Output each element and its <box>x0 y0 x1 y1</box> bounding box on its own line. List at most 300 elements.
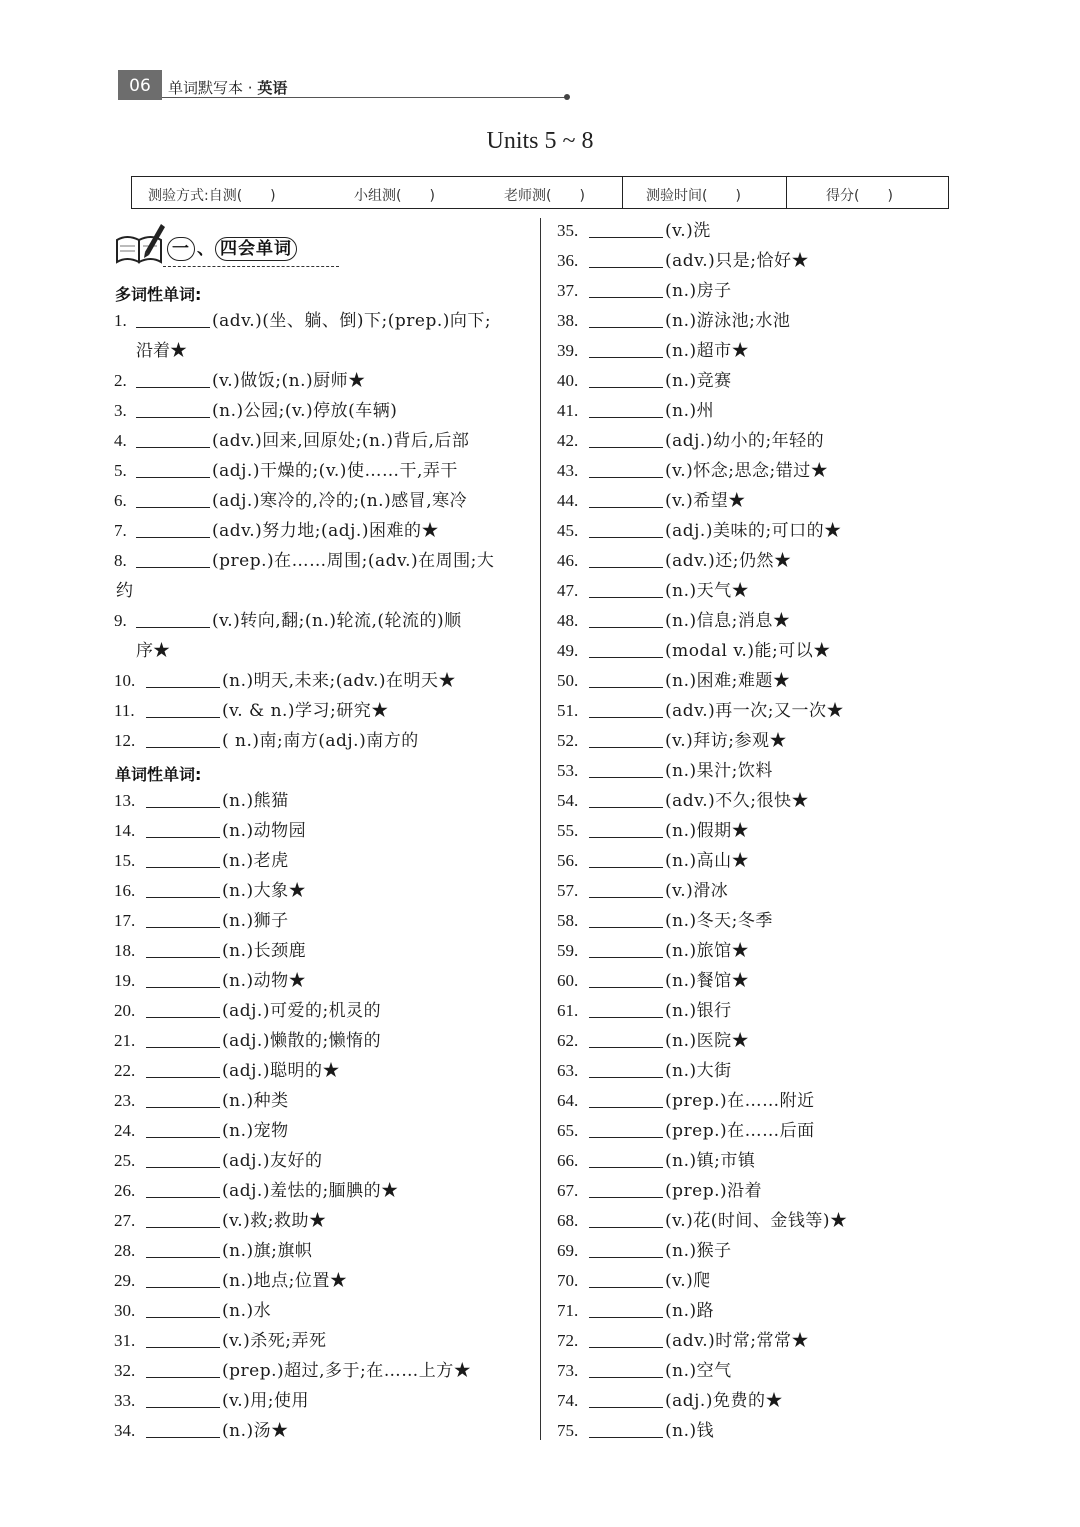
answer-blank[interactable] <box>589 1179 663 1198</box>
test-method-teacher: 老师测( ) <box>504 188 585 204</box>
item-number: 14. <box>114 821 136 840</box>
test-time: 测验时间( ) <box>646 188 741 204</box>
vocab-item <box>114 966 306 996</box>
vocab-item <box>114 366 366 396</box>
answer-blank[interactable] <box>146 849 220 868</box>
vocab-item <box>557 1296 714 1326</box>
item-number: 7. <box>114 521 127 540</box>
vocab-item <box>114 1026 381 1056</box>
item-number: 41. <box>557 401 579 420</box>
item-definition: (v.)爬 <box>665 1271 711 1291</box>
item-number: 5. <box>114 461 127 480</box>
item-definition: (prep.)沿着 <box>665 1181 763 1201</box>
item-number: 22. <box>114 1061 136 1080</box>
item-number: 47. <box>557 581 579 600</box>
vocab-item <box>114 846 289 876</box>
item-definition: (n.)狮子 <box>222 911 289 931</box>
vocab-item <box>114 1056 340 1086</box>
answer-blank[interactable] <box>146 699 220 718</box>
answer-blank[interactable] <box>589 999 663 1018</box>
item-definition: (prep.)在……周围;(adv.)在周围;大 <box>212 551 495 571</box>
item-number: 13. <box>114 791 136 810</box>
item-definition: (v. & n.)学习;研究★ <box>222 701 389 721</box>
item-definition: (n.)旅馆★ <box>665 941 750 961</box>
header-rule <box>162 97 566 98</box>
answer-blank[interactable] <box>136 369 210 388</box>
answer-blank[interactable] <box>146 1359 220 1378</box>
item-definition: (n.)动物园 <box>222 821 307 841</box>
item-definition: (n.)宠物 <box>222 1121 289 1141</box>
answer-blank[interactable] <box>589 729 663 748</box>
answer-blank[interactable] <box>146 819 220 838</box>
vocab-item <box>114 786 289 816</box>
item-definition: (n.)熊猫 <box>222 791 289 811</box>
item-number: 31. <box>114 1331 136 1350</box>
vocab-item <box>114 1326 326 1356</box>
answer-blank[interactable] <box>589 1299 663 1318</box>
answer-blank[interactable] <box>146 1089 220 1108</box>
vocab-item <box>114 1356 471 1386</box>
vocab-item <box>114 426 469 456</box>
item-number: 24. <box>114 1121 136 1140</box>
column-divider <box>540 218 541 1440</box>
title-separator: · <box>247 79 253 97</box>
test-method-self: 测验方式:自测( ) <box>148 188 276 204</box>
item-definition: (n.)水 <box>222 1301 272 1321</box>
vocab-item <box>557 1116 815 1146</box>
header-dot <box>564 94 570 100</box>
vocab-item <box>114 996 381 1026</box>
answer-blank[interactable] <box>589 1389 663 1408</box>
vocab-item <box>114 396 397 426</box>
vocab-item <box>114 546 494 576</box>
answer-blank[interactable] <box>146 969 220 988</box>
answer-blank[interactable] <box>589 399 663 418</box>
item-definition: (adv.)(坐、躺、倒)下;(prep.)向下; <box>212 311 492 331</box>
vocab-item <box>114 1416 289 1446</box>
answer-blank[interactable] <box>136 309 210 328</box>
item-number: 6. <box>114 491 127 510</box>
item-number: 30. <box>114 1301 136 1320</box>
answer-blank[interactable] <box>146 1149 220 1168</box>
vocab-item <box>557 516 842 546</box>
answer-blank[interactable] <box>136 549 210 568</box>
answer-blank[interactable] <box>589 339 663 358</box>
vocab-item <box>114 696 389 726</box>
vocab-item <box>114 1206 326 1236</box>
item-number: 39. <box>557 341 579 360</box>
item-number: 57. <box>557 881 579 900</box>
vocab-item <box>557 1416 714 1446</box>
item-definition: ( n.)南;南方(adj.)南方的 <box>222 731 419 751</box>
vocab-item <box>114 1266 347 1296</box>
vocab-item <box>557 366 732 396</box>
page-number: 06 <box>118 70 162 100</box>
vocab-item <box>557 816 749 846</box>
item-number: 18. <box>114 941 136 960</box>
answer-blank[interactable] <box>136 459 210 478</box>
answer-blank[interactable] <box>146 1209 220 1228</box>
answer-blank[interactable] <box>146 1299 220 1318</box>
section-label-sep: 、 <box>197 239 215 259</box>
item-number: 21. <box>114 1031 136 1050</box>
item-definition: (v.)拜访;参观★ <box>665 731 787 751</box>
item-number: 66. <box>557 1151 579 1170</box>
vocab-item <box>114 906 289 936</box>
section-label-text: 四会单词 <box>215 237 297 261</box>
vocab-item <box>557 396 714 426</box>
item-definition: (adj.)美味的;可口的★ <box>665 521 842 541</box>
section-label-number: 一 <box>167 237 195 261</box>
answer-blank[interactable] <box>136 519 210 538</box>
vocab-item <box>114 1146 322 1176</box>
answer-blank[interactable] <box>589 1059 663 1078</box>
answer-blank[interactable] <box>589 699 663 718</box>
item-definition: (v.)救;救助★ <box>222 1211 327 1231</box>
vocab-item <box>114 1116 289 1146</box>
item-number: 73. <box>557 1361 579 1380</box>
answer-blank[interactable] <box>146 1119 220 1138</box>
vocab-item <box>557 1146 755 1176</box>
answer-blank[interactable] <box>589 249 663 268</box>
vocab-item <box>557 1026 749 1056</box>
book-title <box>168 77 287 98</box>
item-number: 45. <box>557 521 579 540</box>
box-divider <box>622 177 623 208</box>
item-definition: (v.)杀死;弄死 <box>222 1331 327 1351</box>
item-number: 44. <box>557 491 579 510</box>
vocab-item <box>557 786 809 816</box>
item-definition: (adj.)寒冷的,冷的;(n.)感冒,寒冷 <box>212 491 468 511</box>
answer-blank[interactable] <box>589 1329 663 1348</box>
item-definition: (n.)房子 <box>665 281 732 301</box>
item-number: 70. <box>557 1271 579 1290</box>
vocab-item <box>557 846 749 876</box>
item-number: 23. <box>114 1091 136 1110</box>
vocab-item <box>557 1086 815 1116</box>
vocab-item <box>114 936 306 966</box>
item-definition: (n.)信息;消息★ <box>665 611 791 631</box>
vocab-item <box>557 486 746 516</box>
vocab-item <box>557 456 828 486</box>
item-definition: (n.)高山★ <box>665 851 750 871</box>
answer-blank[interactable] <box>146 789 220 808</box>
item-definition: (n.)游泳池;水池 <box>665 311 791 331</box>
item-number: 25. <box>114 1151 136 1170</box>
vocab-item <box>557 936 749 966</box>
item-definition: (n.)空气 <box>665 1361 732 1381</box>
vocab-item <box>557 1356 732 1386</box>
item-definition: (adv.)努力地;(adj.)困难的★ <box>212 521 439 541</box>
answer-blank[interactable] <box>589 1149 663 1168</box>
item-number: 55. <box>557 821 579 840</box>
test-info-box <box>131 176 949 209</box>
item-number: 54. <box>557 791 579 810</box>
answer-blank[interactable] <box>589 1269 663 1288</box>
answer-blank[interactable] <box>136 399 210 418</box>
answer-blank[interactable] <box>589 819 663 838</box>
vocab-item <box>557 726 787 756</box>
answer-blank[interactable] <box>589 789 663 808</box>
item-number: 62. <box>557 1031 579 1050</box>
answer-blank[interactable] <box>146 669 220 688</box>
item-number: 43. <box>557 461 579 480</box>
answer-blank[interactable] <box>589 1119 663 1138</box>
answer-blank[interactable] <box>589 459 663 478</box>
answer-blank[interactable] <box>146 999 220 1018</box>
item-number: 48. <box>557 611 579 630</box>
book-pen-icon <box>115 222 167 266</box>
vocab-item <box>557 576 749 606</box>
answer-blank[interactable] <box>589 759 663 778</box>
vocab-item <box>114 1236 312 1266</box>
item-definition: (adv.)只是;恰好★ <box>665 251 810 271</box>
answer-blank[interactable] <box>146 729 220 748</box>
vocab-item <box>557 1386 783 1416</box>
item-definition: (adj.)可爱的;机灵的 <box>222 1001 382 1021</box>
answer-blank[interactable] <box>589 1089 663 1108</box>
item-number: 75. <box>557 1421 579 1440</box>
vocab-item <box>114 1176 399 1206</box>
answer-blank[interactable] <box>146 1419 220 1438</box>
item-number: 27. <box>114 1211 136 1230</box>
item-definition: (v.)希望★ <box>665 491 746 511</box>
item-number: 35. <box>557 221 579 240</box>
item-definition: (adj.)聪明的★ <box>222 1061 340 1081</box>
box-divider <box>786 177 787 208</box>
item-definition: (modal v.)能;可以★ <box>665 641 831 661</box>
item-number: 33. <box>114 1391 136 1410</box>
vocab-item <box>114 1296 271 1326</box>
item-definition: (n.)大街 <box>665 1061 732 1081</box>
item-definition: (n.)汤★ <box>222 1421 289 1441</box>
answer-blank[interactable] <box>589 369 663 388</box>
item-definition: (adv.)不久;很快★ <box>665 791 810 811</box>
item-definition: (v.)花(时间、金钱等)★ <box>665 1211 848 1231</box>
item-number: 58. <box>557 911 579 930</box>
item-number: 40. <box>557 371 579 390</box>
answer-blank[interactable] <box>589 879 663 898</box>
answer-blank[interactable] <box>589 1209 663 1228</box>
item-number: 11. <box>114 701 135 720</box>
item-number: 15. <box>114 851 136 870</box>
item-definition: (v.)怀念;思念;错过★ <box>665 461 829 481</box>
vocab-item <box>114 876 306 906</box>
vocab-item <box>114 816 306 846</box>
vocab-item <box>557 1056 732 1086</box>
item-definition: (n.)大象★ <box>222 881 307 901</box>
vocab-item <box>557 996 732 1026</box>
subject-text: 英语 <box>257 79 288 97</box>
section-heading <box>115 222 335 272</box>
answer-blank[interactable] <box>589 609 663 628</box>
item-definition: (n.)旗;旗帜 <box>222 1241 313 1261</box>
item-definition: (adj.)友好的 <box>222 1151 323 1171</box>
item-definition: (n.)餐馆★ <box>665 971 750 991</box>
answer-blank[interactable] <box>589 849 663 868</box>
answer-blank[interactable] <box>146 1269 220 1288</box>
item-number: 42. <box>557 431 579 450</box>
answer-blank[interactable] <box>589 519 663 538</box>
item-number: 61. <box>557 1001 579 1020</box>
answer-blank[interactable] <box>589 1239 663 1258</box>
answer-blank[interactable] <box>589 579 663 598</box>
vocab-item <box>114 306 491 336</box>
item-number: 37. <box>557 281 579 300</box>
answer-blank[interactable] <box>136 489 210 508</box>
vocab-item <box>557 276 732 306</box>
vocab-item <box>557 1206 848 1236</box>
vocab-item <box>557 1266 711 1296</box>
item-number: 56. <box>557 851 579 870</box>
answer-blank[interactable] <box>589 969 663 988</box>
item-definition: (prep.)超过,多于;在……上方★ <box>222 1361 472 1381</box>
item-number: 71. <box>557 1301 579 1320</box>
answer-blank[interactable] <box>146 1029 220 1048</box>
subhead-multi-pos: 多词性单词: <box>115 285 202 304</box>
item-number: 74. <box>557 1391 579 1410</box>
item-number: 52. <box>557 731 579 750</box>
answer-blank[interactable] <box>146 1389 220 1408</box>
item-number: 50. <box>557 671 579 690</box>
item-number: 17. <box>114 911 136 930</box>
answer-blank[interactable] <box>146 1059 220 1078</box>
item-number: 34. <box>114 1421 136 1440</box>
item-number: 51. <box>557 701 579 720</box>
item-definition: (n.)种类 <box>222 1091 289 1111</box>
item-definition: (adj.)干燥的;(v.)使……干,弄干 <box>212 461 458 481</box>
answer-blank[interactable] <box>146 1239 220 1258</box>
vocab-item <box>557 606 790 636</box>
vocab-item <box>557 336 749 366</box>
vocab-item <box>557 1236 732 1266</box>
item-number: 19. <box>114 971 136 990</box>
answer-blank[interactable] <box>589 669 663 688</box>
item-number: 53. <box>557 761 579 780</box>
item-number: 69. <box>557 1241 579 1260</box>
answer-blank[interactable] <box>589 489 663 508</box>
item-definition: (adj.)幼小的;年轻的 <box>665 431 825 451</box>
answer-blank[interactable] <box>146 1329 220 1348</box>
page-title: Units 5 ~ 8 <box>486 128 594 154</box>
item-definition: (n.)路 <box>665 1301 715 1321</box>
answer-blank[interactable] <box>589 639 663 658</box>
vocab-item <box>114 726 419 756</box>
vocab-item <box>557 546 792 576</box>
answer-blank[interactable] <box>589 279 663 298</box>
item-number: 67. <box>557 1181 579 1200</box>
vocab-item <box>114 1386 309 1416</box>
item-definition: (adj.)懒散的;懒惰的 <box>222 1031 382 1051</box>
vocab-item <box>114 666 456 696</box>
item-definition: (v.)用;使用 <box>222 1391 309 1411</box>
item-definition: (n.)竞赛 <box>665 371 732 391</box>
item-definition: (adv.)时常;常常★ <box>665 1331 810 1351</box>
answer-blank[interactable] <box>589 939 663 958</box>
subhead-single-pos: 单词性单词: <box>115 765 202 784</box>
item-definition: (n.)动物★ <box>222 971 307 991</box>
item-definition: (v.)转向,翻;(n.)轮流,(轮流的)顺 <box>212 611 462 631</box>
vocab-item <box>557 426 824 456</box>
item-number: 29. <box>114 1271 136 1290</box>
answer-blank[interactable] <box>136 609 210 628</box>
vocab-item <box>557 906 773 936</box>
item-definition: (n.)天气★ <box>665 581 750 601</box>
vocab-item <box>557 876 728 906</box>
item-number: 63. <box>557 1061 579 1080</box>
item-definition: (n.)困难;难题★ <box>665 671 791 691</box>
answer-blank[interactable] <box>136 429 210 448</box>
item-number: 10. <box>114 671 136 690</box>
answer-blank[interactable] <box>146 909 220 928</box>
vocab-item <box>114 516 439 546</box>
vocab-item <box>114 1086 289 1116</box>
answer-blank[interactable] <box>146 939 220 958</box>
item-definition: (n.)地点;位置★ <box>222 1271 348 1291</box>
item-number: 64. <box>557 1091 579 1110</box>
test-method-group: 小组测( ) <box>354 188 435 204</box>
answer-blank[interactable] <box>146 1179 220 1198</box>
item-number: 60. <box>557 971 579 990</box>
vocab-item <box>557 756 773 786</box>
answer-blank[interactable] <box>589 1419 663 1438</box>
vocab-item <box>114 486 467 516</box>
item-number: 12. <box>114 731 136 750</box>
item-definition: (n.)公园;(v.)停放(车辆) <box>212 401 398 421</box>
item-definition: (prep.)在……附近 <box>665 1091 815 1111</box>
answer-blank[interactable] <box>589 909 663 928</box>
item-number: 46. <box>557 551 579 570</box>
item-number: 68. <box>557 1211 579 1230</box>
item-definition: (adv.)还;仍然★ <box>665 551 792 571</box>
item-definition: (n.)医院★ <box>665 1031 750 1051</box>
answer-blank[interactable] <box>589 429 663 448</box>
answer-blank[interactable] <box>589 549 663 568</box>
item-definition: (n.)假期★ <box>665 821 750 841</box>
vocab-item <box>114 606 462 636</box>
vocab-item <box>557 966 749 996</box>
vocab-item <box>557 306 790 336</box>
item-definition: (n.)老虎 <box>222 851 289 871</box>
answer-blank[interactable] <box>589 309 663 328</box>
item-number: 20. <box>114 1001 136 1020</box>
item-definition: (n.)果汁;饮料 <box>665 761 773 781</box>
item-definition: (adv.)回来,回原处;(n.)背后,后部 <box>212 431 470 451</box>
item-number: 72. <box>557 1331 579 1350</box>
item-number: 36. <box>557 251 579 270</box>
item-number: 4. <box>114 431 127 450</box>
item-number: 32. <box>114 1361 136 1380</box>
item-definition: (n.)镇;市镇 <box>665 1151 756 1171</box>
answer-blank[interactable] <box>589 1359 663 1378</box>
item-number: 49. <box>557 641 579 660</box>
section-label <box>167 234 299 261</box>
item-definition: (n.)州 <box>665 401 715 421</box>
item-9-continuation: 序★ <box>136 641 170 661</box>
item-definition: (v.)洗 <box>665 221 711 241</box>
item-definition: (n.)冬天;冬季 <box>665 911 773 931</box>
item-definition: (v.)做饭;(n.)厨师★ <box>212 371 366 391</box>
item-number: 8. <box>114 551 127 570</box>
vocab-item <box>557 696 844 726</box>
item-number: 2. <box>114 371 127 390</box>
item-8-continuation: 约 <box>116 581 133 601</box>
answer-blank[interactable] <box>589 1029 663 1048</box>
item-definition: (adv.)再一次;又一次★ <box>665 701 845 721</box>
item-number: 26. <box>114 1181 136 1200</box>
answer-blank[interactable] <box>146 879 220 898</box>
answer-blank[interactable] <box>589 219 663 238</box>
